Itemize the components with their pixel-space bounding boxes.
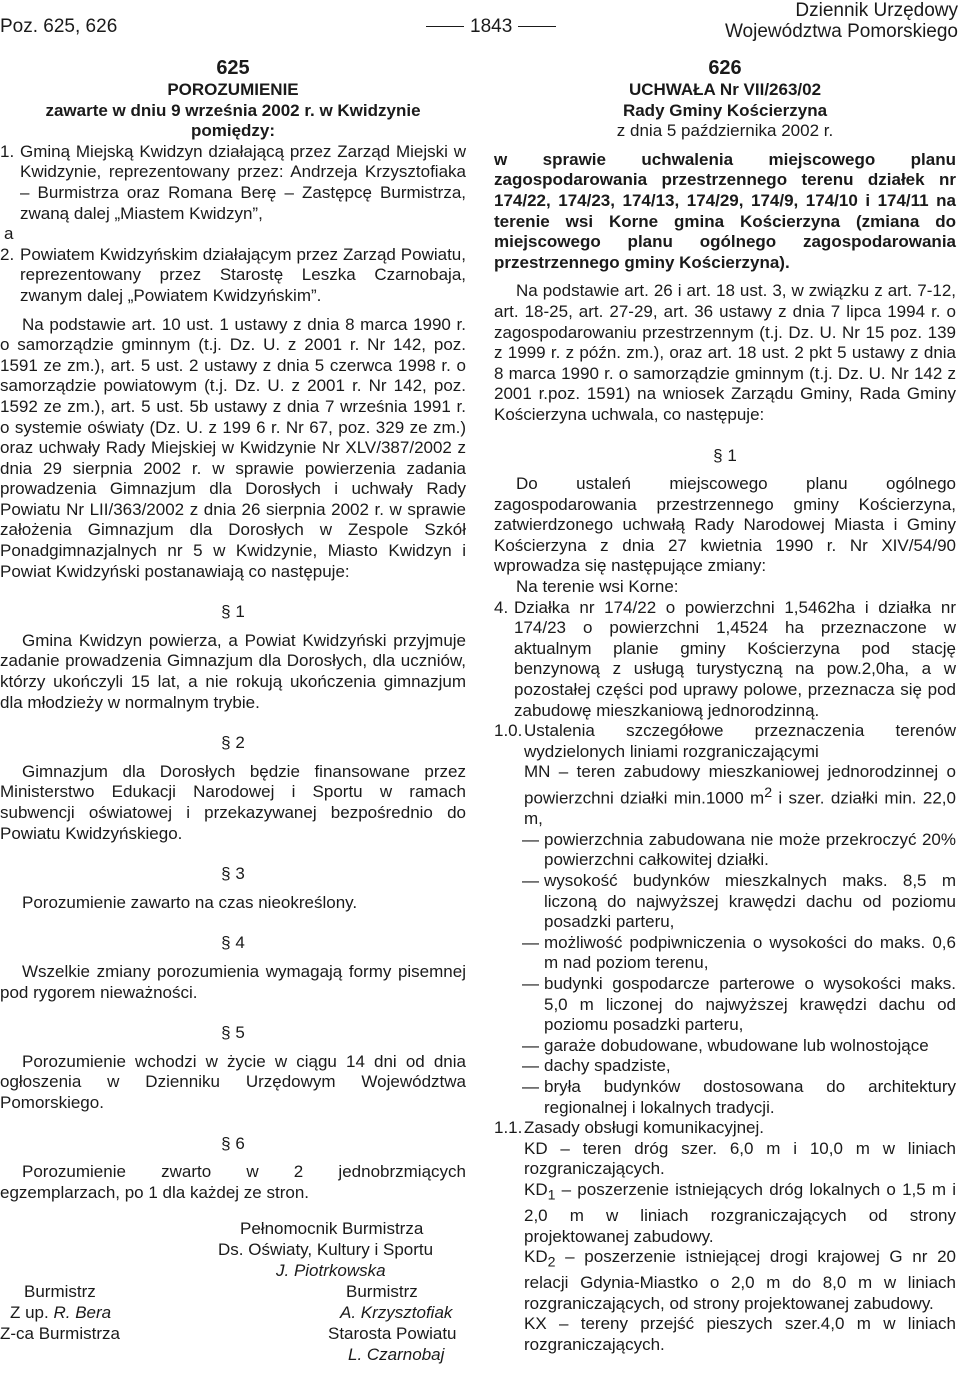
rule-dash-2: — wysokość budynków mieszkalnych maks. 8,5 m liczoną do najwyższej krawędzi dachu od poziomu posadzki parteru, xyxy=(522,871,956,932)
party-2-text: Powiatem Kwidzyńskim działającym przez Zarząd Powiatu, reprezentowany przez Starostę Leszka Czarnobaja, zwanym dalej „Powiatem Kwidzyńskim”. xyxy=(20,244,466,305)
document-subtitle: zawarte w dniu 9 września 2002 r. w Kwidzynie xyxy=(45,100,421,120)
header-journal-line2: Województwa Pomorskiego xyxy=(724,21,958,42)
section-2-text: Gimnazjum dla Dorosłych będzie finansowane przez Ministerstwo Edukacji Narodowej i Sportu w ramach subwencji oświatowej i przekazywanej bezpośrednio do Powiatu Kwidzyńskiego. xyxy=(0,761,466,843)
header-position: Poz. 625, 626 xyxy=(0,16,118,37)
sig-starost-title: Starosta Powiatu xyxy=(328,1324,457,1344)
item-1-0 xyxy=(494,721,956,762)
kd1-definition: $KD_1$ – poszerzenie istniejących dróg lokalnych o 1,5 m i 2,0 m w liniach rozgraniczających od strony projektowanej zabudowy. xyxy=(524,1179,956,1246)
item-4-text: Działka nr 174/22 o powierzchni 1,5462ha i działka nr 174/23 o powierzchni 1,4524 ha przeznaczone w aktualnym planie gminy Kościerzyna pod stację benzynową z usługą turystyczną na pow.2,0ha, a w pozostałej części pod uprawy polowe, przeznacza się pod zabudowę mieszkaniową jednorodzinną. xyxy=(514,597,956,720)
sig-plenipotentiary-name: J. Piotrkowska xyxy=(276,1261,386,1281)
party-1 xyxy=(0,142,466,224)
section-6-text: Porozumienie zwarto w 2 jednobrzmiących egzemplarzach, po 1 dla każdej ze stron. xyxy=(0,1162,466,1202)
page-number: 1843 xyxy=(470,16,513,37)
section-4-text: Wszelkie zmiany porozumienia wymagają formy pisemnej pod rygorem nieważności. xyxy=(0,961,466,1002)
section-1-text: Gmina Kwidzyn powierza, a Powiat Kwidzyński przyjmuje zadanie prowadzenia Gimnazjum dla Dorosłych, dla uczniów, którzy ukończyli 15 lat, a nie rokują ukończenia gimnazjum dla młodzieży w normalnym trybie. xyxy=(0,630,466,712)
resolution-section-1-heading: § 1 xyxy=(713,445,737,465)
mn-definition: MN – teren zabudowy mieszkaniowej jednorodzinnej o powierzchni działki min.1000 $m^2$ i szer. działki min. 22,0 m, xyxy=(524,762,956,829)
section-5-text: Porozumienie wchodzi w życie w ciągu 14 dni od dnia ogłoszenia w Dzienniku Urzędowym Województwa Pomorskiego. xyxy=(0,1051,466,1112)
party-2 xyxy=(0,245,466,307)
item-4 xyxy=(494,598,956,722)
resolution-basis: Na podstawie art. 26 i art. 18 ust. 3, w związku z art. 7-12, art. 18-25, art. 27-29, art. 36 ustawy z dnia 7 lipca 1994 r. o zagospodarowaniu przestrzennym (t.j. Dz. U. Nr 15 poz. 139 z 1999 r. z późn. zm.), oraz art. 18 ust. 2 pkt 5 ustawy z dnia 8 marca 1990 r. o samorządzie gminnym (t.j. Dz. U. Nr 142 z 2001 r.poz. 1591) na wniosek Zarządu Gminy, Rada Gminy Kościerzyna uchwala, co następuje: xyxy=(494,281,956,424)
resolution-date: z dnia 5 października 2002 r. xyxy=(616,121,834,141)
sig-plenipotentiary-dept: Ds. Oświaty, Kultury i Sportu xyxy=(218,1240,434,1260)
section-4-heading: § 4 xyxy=(221,933,245,953)
rule-dash-7: — bryła budynków dostosowana do architektury regionalnej i lokalnych tradycji. xyxy=(522,1076,956,1117)
left-column xyxy=(0,56,466,1367)
rule-dash-4: — budynki gospodarcze parterowe o wysokości maks. 5,0 m liczonej do najwyższej krawędzi dachu od poziomu posadzki parteru, xyxy=(522,974,956,1035)
sig-mayor-left-name: Z up. R. Bera xyxy=(10,1303,112,1323)
party-2-label: 2. xyxy=(0,244,15,264)
signatures xyxy=(0,1219,466,1367)
section-2-heading: § 2 xyxy=(221,733,245,753)
resolution-council: Rady Gminy Kościerzyna xyxy=(622,100,828,120)
sig-plenipotentiary-title: Pełnomocnik Burmistrza xyxy=(240,1219,424,1239)
sig-starost-name: L. Czarnobaj xyxy=(348,1345,445,1365)
kx-definition: KX – tereny przejść pieszych szer.4,0 m w liniach rozgraniczających. xyxy=(524,1314,956,1354)
resolution-number: 626 xyxy=(708,57,742,79)
kd-definition: KD – teren dróg szer. 6,0 m i 10,0 m w liniach rozgraniczających. xyxy=(524,1138,956,1179)
between-label: pomiędzy: xyxy=(190,121,276,141)
resolution-section-1-text: Do ustaleń miejscowego planu ogólnego zagospodarowania przestrzennego gminy Kościerzyna, zatwierdzonego uchwałą Rady Narodowej Miasta i Gminy Kościerzyna z dnia 27 kwietnia 1990 r. Nr XIV/54/90 wprowadza się następujące zmiany: xyxy=(494,474,956,576)
header-journal-line1: Dziennik Urzędowy xyxy=(795,0,958,21)
item-1-1 xyxy=(494,1118,956,1139)
resolution-subject: w sprawie uchwalenia miejscowego planu zagospodarowania przestrzennego terenu działek nr 174/22, 174/23, 174/13, 174/29, 174/9, 174/10 i 174/11 na terenie wsi Korne gmina Kościerzyna (zmiana do miejscowego planu ogólnego zagospodarowania przestrzennego gminy Kościerzyna). xyxy=(494,149,956,272)
rule-dash-3: — możliwość podpiwniczenia o wysokości do maks. 0,6 m nad poziom terenu, xyxy=(522,932,956,973)
kd2-definition: $KD_2$ – poszerzenie istniejącej drogi krajowej G nr 20 relacji Gdynia-Miastko o 2,0 m do 8,0 m w liniach rozgraniczających, od strony projektowanej zabudowy. xyxy=(524,1247,956,1313)
sig-mayor-right-name: A. Krzysztofiak xyxy=(340,1303,453,1323)
section-3-text: Porozumienie zawarto na czas nieokreślony. xyxy=(22,892,358,912)
item-1-0-label: 1.0. xyxy=(494,721,523,741)
header-page-number xyxy=(420,16,562,38)
page-header xyxy=(0,0,960,48)
item-1-1-label: 1.1. xyxy=(494,1118,523,1138)
section-5-heading: § 5 xyxy=(221,1023,245,1043)
sig-deputy-mayor: Z-ca Burmistrza xyxy=(0,1324,120,1344)
document-title: POROZUMIENIE xyxy=(167,80,299,99)
item-1-0-text: Ustalenia szczegółowe przeznaczenia terenów wydzielonych liniami rozgraniczającymi xyxy=(524,721,956,761)
section-3-heading: § 3 xyxy=(221,864,245,884)
and-word: a xyxy=(4,224,14,244)
rule-dash-5: — garaże dobudowane, wbudowane lub wolnostojące xyxy=(522,1035,929,1055)
section-1-heading: § 1 xyxy=(221,602,245,622)
resolution-title: UCHWAŁA Nr VII/263/02 xyxy=(628,80,822,99)
header-rule-right xyxy=(518,26,556,27)
item-4-label: 4. xyxy=(494,597,509,617)
rule-dash-6: — dachy spadziste, xyxy=(522,1056,671,1076)
header-journal xyxy=(725,0,958,42)
rule-dash-1: — powierzchnia zabudowana nie może przekroczyć 20% powierzchni całkowitej działki. xyxy=(522,829,956,870)
legal-basis: Na podstawie art. 10 ust. 1 ustawy z dnia 8 marca 1990 r. o samorządzie gminnym (t.j. Dz. U. z 2001 r. Nr 142, poz. 1591 ze zm.), art. 5 ust. 2 ustawy z dnia 5 czerwca 1998 r. o samorządzie powiatowym (t.j. Dz. U. z 2001 r. Nr 142, poz. 1592 ze zm.), art. 5 ust. 5b ustawy z dnia 7 września 1991 r. o systemie oświaty (Dz. U. z 199 6 r. Nr 67, poz. 329 ze zm.) oraz uchwały Rady Miejskiej w Kwidzynie Nr XLV/387/2002 z dnia 29 sierpnia 2002 r. w sprawie powierzenia zadania prowadzenia Gimnazjum dla Dorosłych i uchwały Rady Powiatu Nr LII/363/2002 z dnia 26 sierpnia 2002 r. w sprawie założenia Gimnazjum dla Dorosłych w Zespole Szkół Ponadgimnazjalnych nr 5 w Kwidzynie, Miasto Kwidzyn i Powiat Kwidzyński postanawiają co następuje: xyxy=(0,314,466,581)
document-number: 625 xyxy=(216,57,250,79)
party-1-text: Gminą Miejską Kwidzyn działającą przez Zarząd Miejski w Kwidzynie, reprezentowany przez: Andrzeja Krzysztofiaka – Burmistrza oraz Romana Berę – Zastępcę Burmistrza, zwaną dalej „Miastem Kwidzyn”, xyxy=(20,141,466,223)
sig-mayor-left-title: Burmistrz xyxy=(24,1282,96,1302)
village-label: Na terenie wsi Korne: xyxy=(516,577,679,597)
section-6-heading: § 6 xyxy=(221,1133,245,1153)
sig-mayor-right-title: Burmistrz xyxy=(346,1282,418,1302)
header-rule-left xyxy=(426,26,464,27)
right-column xyxy=(494,56,956,1355)
item-1-1-text: Zasady obsługi komunikacyjnej. xyxy=(524,1118,765,1138)
party-1-label: 1. xyxy=(0,141,15,161)
